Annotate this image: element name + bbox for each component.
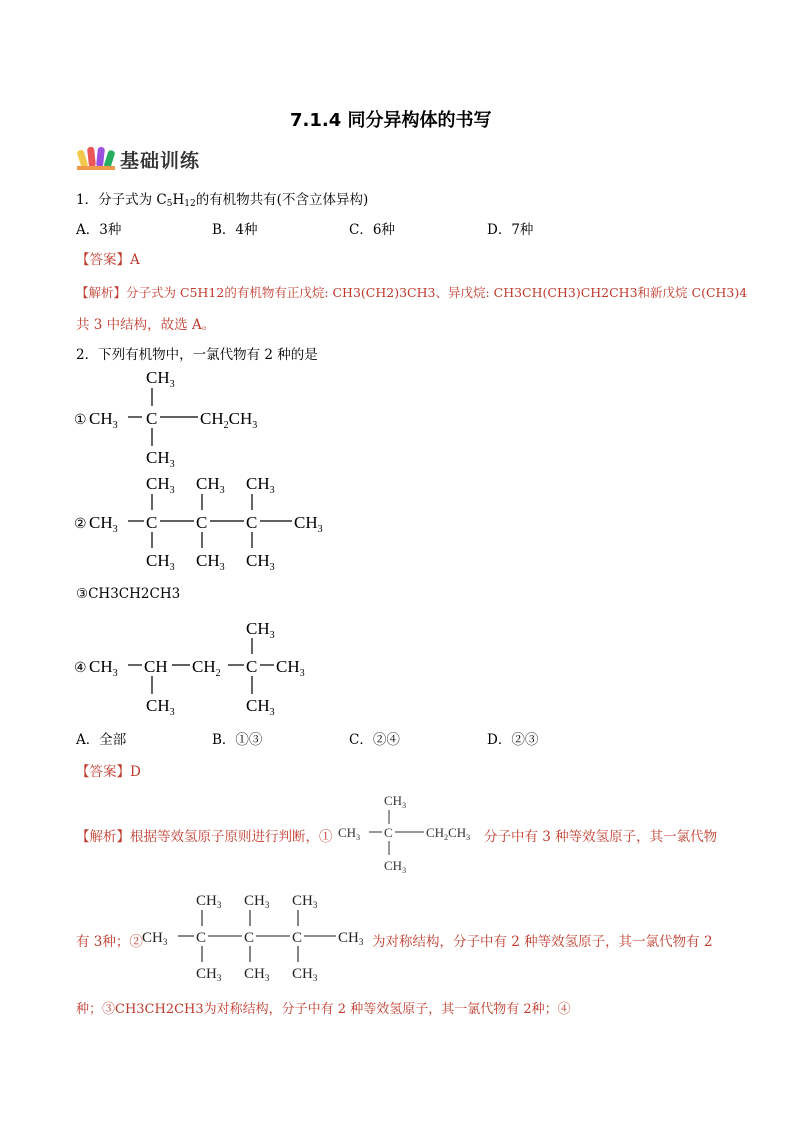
explanation-structure-2 <box>140 888 372 984</box>
svg-text:C: C <box>196 930 207 946</box>
q2-explanation-part3: 有 3种；② <box>76 934 143 950</box>
q1-option-a: A．3种 <box>76 222 122 238</box>
svg-text:④: ④ <box>74 661 87 676</box>
svg-text:CH3: $CH_3$ <box>276 657 305 679</box>
pencils-icon <box>76 142 116 172</box>
q1-option-b: B．4种 <box>212 222 258 238</box>
svg-text:C: C <box>384 825 393 840</box>
svg-text:CH3: $CH_3$ <box>146 551 175 572</box>
svg-text:CH3: $CH_3$ <box>89 513 118 535</box>
q1-stem: 1．分子式为 $C_5H_{12}$的有机物共有(不含立体异构) <box>76 192 369 209</box>
svg-text:CH3: $CH_3$ <box>338 825 361 842</box>
structure-3: ③CH3CH2CH3 <box>76 586 181 602</box>
svg-text:C: C <box>246 657 258 676</box>
svg-text:CH3: $CH_3$ <box>246 474 275 496</box>
svg-text:CH3: $CH_3$ <box>246 551 275 572</box>
svg-text:C: C <box>292 930 303 946</box>
q1-option-d: D．7种 <box>487 222 534 238</box>
q2-explanation-part5: 种；③CH3CH2CH3为对称结构，分子中有 2 种等效氢原子，其一氯代物有 2种；④ <box>76 1002 571 1017</box>
svg-text:CH2CH3: $CH_2CH_3$ <box>200 409 258 431</box>
q2-option-c: C．②④ <box>349 732 400 748</box>
svg-text:CH3: $CH_3$ <box>196 966 222 983</box>
svg-text:CH3: $CH_3$ <box>146 368 175 390</box>
svg-text:CH3: $CH_3$ <box>246 619 275 641</box>
section-header <box>76 142 116 176</box>
q2-answer: 【答案】D <box>76 764 141 780</box>
svg-text:CH3: $CH_3$ <box>89 657 118 679</box>
svg-text:①: ① <box>74 413 87 428</box>
q2-explanation-part2: 分子中有 3 种等效氢原子，其一氯代物 <box>484 829 718 845</box>
svg-text:CH3: $CH_3$ <box>384 858 407 875</box>
svg-text:CH3: $CH_3$ <box>142 930 168 947</box>
svg-text:CH3: $CH_3$ <box>196 893 222 910</box>
svg-text:CH: CH <box>144 657 168 676</box>
svg-text:C: C <box>196 513 208 532</box>
q2-stem: 2．下列有机物中，一氯代物有 2 种的是 <box>76 347 318 363</box>
svg-text:CH3: $CH_3$ <box>196 551 225 572</box>
q2-explanation-part1: 【解析】根据等效氢原子原则进行判断，① <box>76 829 333 845</box>
svg-text:CH3: $CH_3$ <box>384 793 407 810</box>
svg-text:CH3: $CH_3$ <box>146 448 175 468</box>
explanation-structure-1 <box>336 790 486 876</box>
svg-text:C: C <box>146 513 158 532</box>
structure-2 <box>70 470 340 572</box>
svg-text:CH3: $CH_3$ <box>89 409 118 431</box>
q1-explanation-line1: 【解析】分子式为 C5H12的有机物有正戊烷: CH3(CH2)3CH3、异戊烷: CH3CH(CH3)CH2CH3和新戊烷 C(CH3)4 <box>76 285 748 300</box>
q2-option-d: D．②③ <box>487 732 539 748</box>
svg-text:CH3: $CH_3$ <box>244 966 270 983</box>
q1-answer: 【答案】A <box>76 252 140 268</box>
svg-text:CH2: $CH_2$ <box>192 657 221 679</box>
page-title: 7.1.4 同分异构体的书写 <box>290 110 492 131</box>
svg-text:C: C <box>146 409 158 428</box>
svg-text:CH2CH3: $CH_2CH_3$ <box>426 825 471 842</box>
q1-explanation-line2: 共 3 中结构，故选 A。 <box>76 317 216 333</box>
svg-text:C: C <box>246 513 258 532</box>
structure-4 <box>70 616 330 720</box>
svg-text:CH3: $CH_3$ <box>146 696 175 718</box>
structure-1 <box>70 362 300 468</box>
section-title: 基础训练 <box>120 150 201 172</box>
svg-text:CH3: $CH_3$ <box>196 474 225 496</box>
q2-option-a: A．全部 <box>76 732 127 748</box>
svg-text:CH3: $CH_3$ <box>146 474 175 496</box>
q1-option-c: C．6种 <box>349 222 395 238</box>
q2-explanation-part4: 为对称结构，分子中有 2 种等效氢原子，其一氯代物有 2 <box>372 934 713 950</box>
svg-text:CH3: $CH_3$ <box>294 513 323 535</box>
svg-text:②: ② <box>74 517 87 532</box>
svg-text:CH3: $CH_3$ <box>244 893 270 910</box>
q2-option-b: B．①③ <box>212 732 263 748</box>
svg-text:C: C <box>244 930 255 946</box>
svg-text:CH3: $CH_3$ <box>292 966 318 983</box>
svg-text:CH3: $CH_3$ <box>292 893 318 910</box>
svg-text:CH3: $CH_3$ <box>246 696 275 718</box>
svg-text:CH3: $CH_3$ <box>338 930 364 947</box>
